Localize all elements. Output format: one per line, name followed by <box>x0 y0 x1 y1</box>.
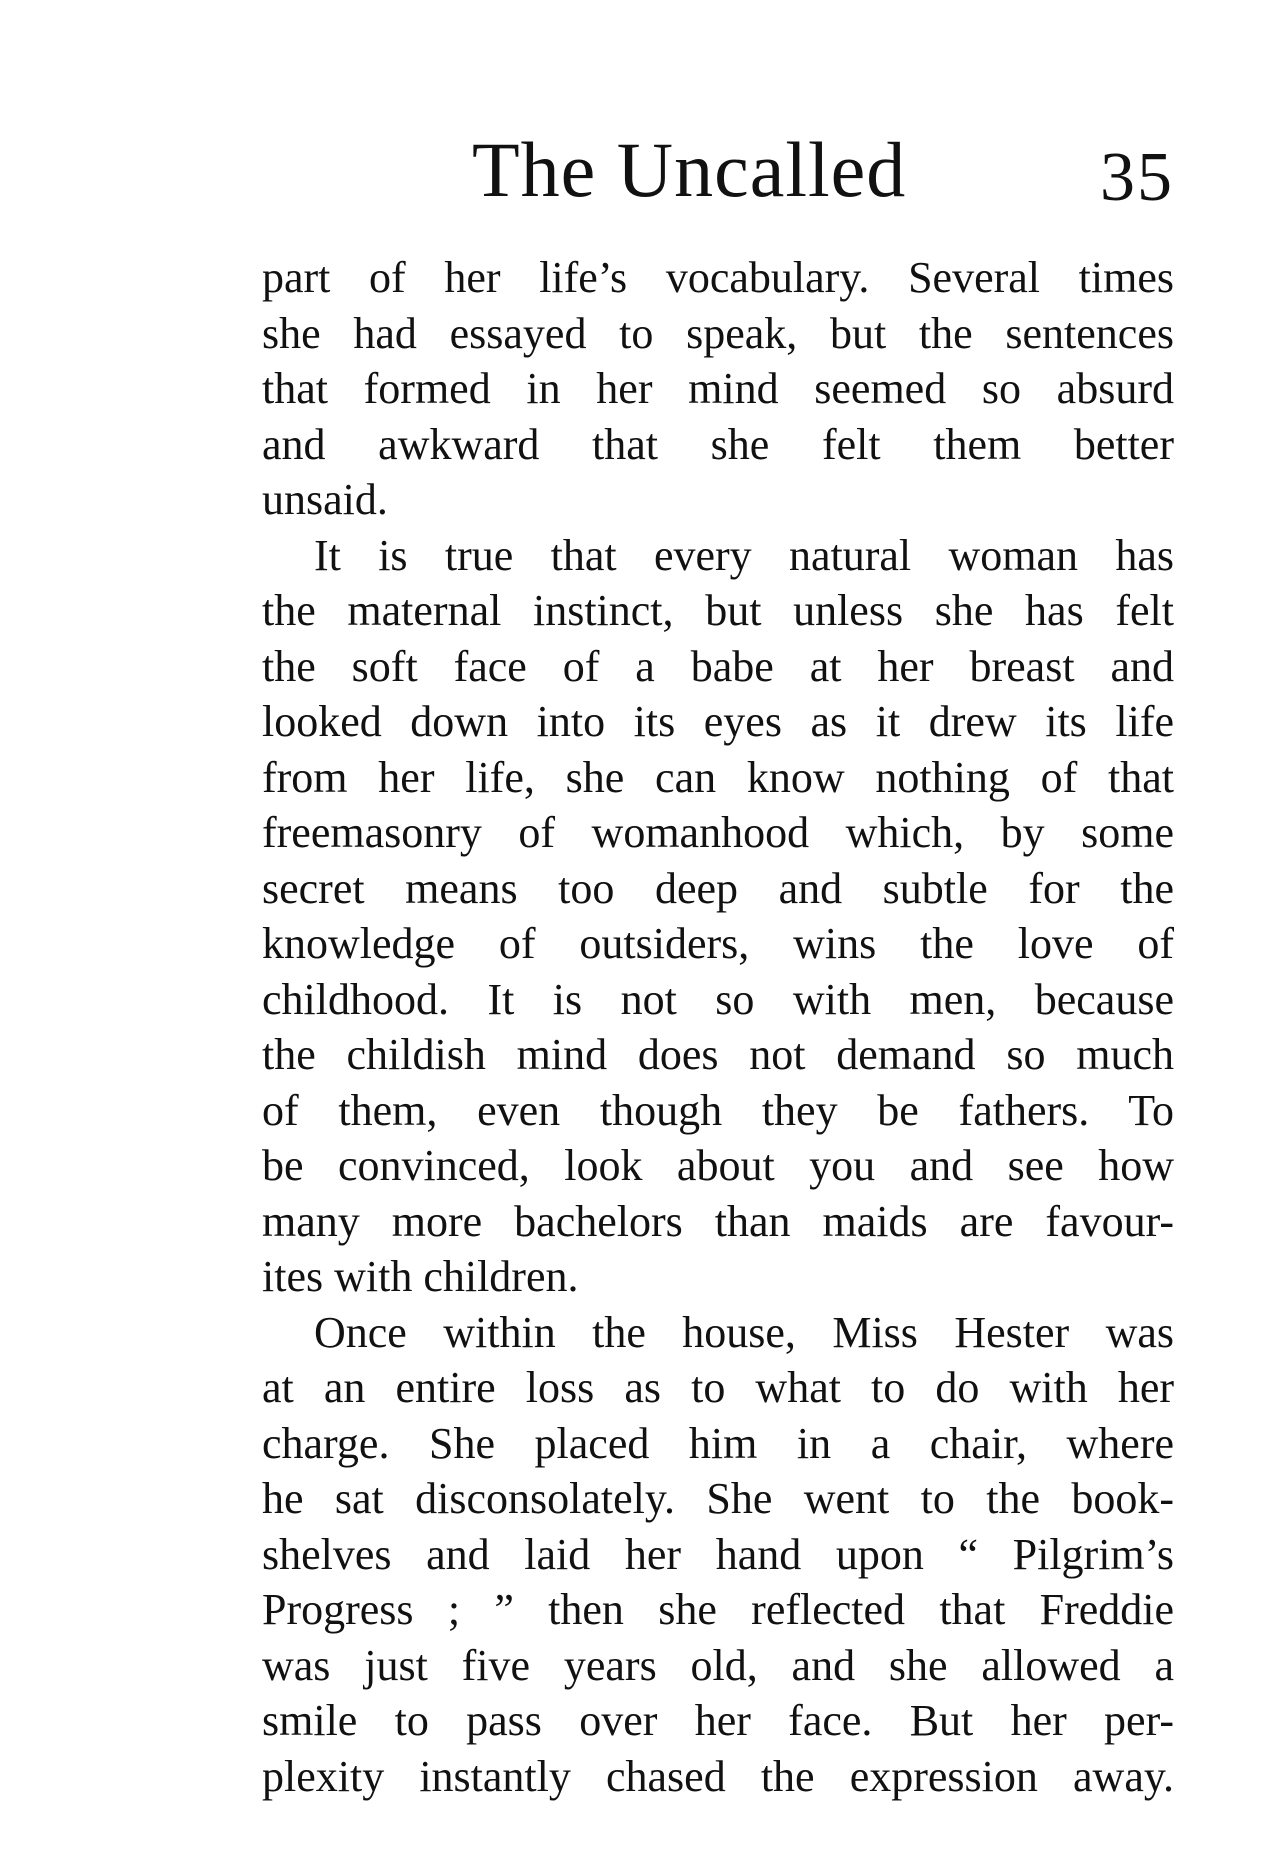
text-line: be convinced, look about you and see how <box>262 1141 1174 1190</box>
text-line: freemasonry of womanhood which, by some <box>262 808 1174 857</box>
text-line: It is true that every natural woman has <box>314 530 1174 580</box>
text-line: she had essayed to speak, but the sentences <box>262 308 1174 358</box>
text-line: at an entire loss as to what to do with her <box>262 1363 1174 1412</box>
running-title: The Uncalled <box>472 126 907 213</box>
text-line: he sat disconsolately. She went to the book- <box>262 1474 1174 1523</box>
text-line: looked down into its eyes as it drew its life <box>262 697 1174 746</box>
text-line: plexity instantly chased the expression away. <box>262 1751 1174 1801</box>
body-text <box>262 250 1174 1804</box>
text-line: the soft face of a babe at her breast and <box>262 641 1174 691</box>
text-line: secret means too deep and subtle for the <box>262 863 1174 913</box>
text-line: unsaid. <box>262 475 388 524</box>
text-line: Progress ; ” then she reflected that Freddie <box>262 1585 1174 1634</box>
text-line: from her life, she can know nothing of that <box>262 752 1174 802</box>
text-line: ites with children. <box>262 1252 579 1301</box>
text-line: shelves and laid her hand upon “ Pilgrim’s <box>262 1529 1174 1579</box>
text-line: the maternal instinct, but unless she has felt <box>262 586 1174 635</box>
text-line: was just five years old, and she allowed a <box>262 1640 1174 1690</box>
text-line: part of her life’s vocabulary. Several times <box>262 253 1174 302</box>
running-head <box>262 120 1174 220</box>
text-line: of them, even though they be fathers. To <box>262 1085 1174 1135</box>
page-number: 35 <box>1100 139 1174 216</box>
text-line: and awkward that she felt them better <box>262 419 1174 469</box>
text-line: childhood. It is not so with men, because <box>262 974 1174 1024</box>
text-line: Once within the house, Miss Hester was <box>314 1307 1174 1357</box>
text-line: that formed in her mind seemed so absurd <box>262 364 1174 413</box>
text-line: smile to pass over her face. But her per- <box>262 1696 1174 1745</box>
text-line: charge. She placed him in a chair, where <box>262 1418 1174 1468</box>
text-line: the childish mind does not demand so much <box>262 1030 1174 1079</box>
text-line: knowledge of outsiders, wins the love of <box>262 919 1174 968</box>
text-line: many more bachelors than maids are favour- <box>262 1196 1174 1246</box>
